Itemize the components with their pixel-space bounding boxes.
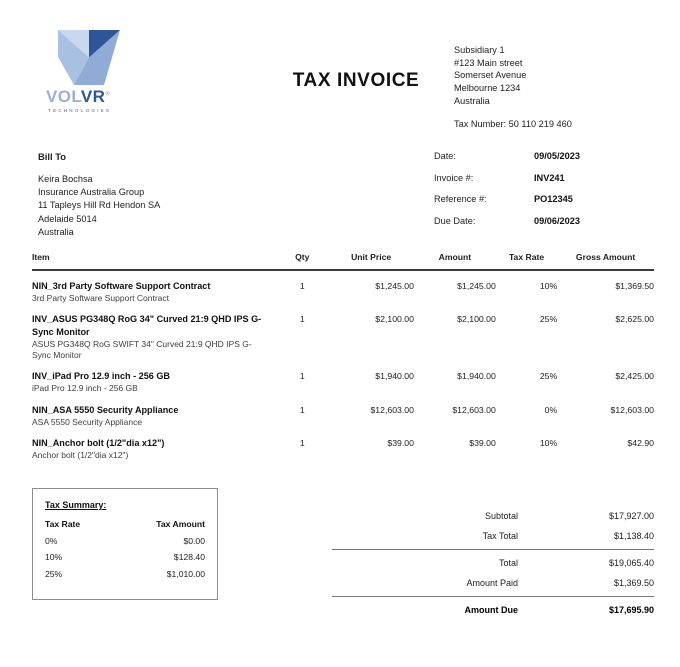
table-cell-qty: 1 — [299, 314, 305, 325]
tax-summary-header-row — [45, 520, 205, 529]
company-tax-number: Tax Number: 50 110 219 460 — [454, 119, 572, 130]
item-name: NIN_3rd Party Software Support Contract — [32, 281, 211, 291]
table-cell-amount: $39.00 — [469, 437, 496, 448]
table-cell-qty: 1 — [299, 371, 305, 382]
totals-row-total — [332, 553, 654, 573]
invoice-header — [36, 30, 654, 140]
table-cell-gross-amount: $1,369.50 — [615, 281, 654, 291]
item-description: ASA 5550 Security Appliance — [32, 416, 143, 427]
totals-row-amount-due — [332, 600, 654, 620]
tax-summary-amount: $128.40 — [173, 552, 205, 563]
table-header-row — [32, 252, 654, 269]
table-cell-gross-amount: $42.90 — [627, 437, 654, 448]
totals-value-amount-paid: $1,369.50 — [613, 578, 654, 588]
logo-wordmark — [46, 88, 156, 105]
company-logo — [46, 30, 156, 113]
totals-label-amount-due: Amount Due — [464, 605, 518, 615]
table-cell-gross-amount: $2,625.00 — [615, 314, 654, 325]
meta-row-date — [434, 152, 654, 161]
tax-summary-amount: $1,010.00 — [166, 568, 205, 579]
table-cell-qty: 1 — [299, 437, 305, 448]
totals-label-amount-paid: Amount Paid — [466, 578, 518, 588]
table-cell-item — [32, 280, 276, 304]
totals-block — [332, 506, 654, 620]
table-cell-qty: 1 — [299, 404, 305, 415]
tax-summary-row — [45, 570, 205, 579]
table-cell-gross-amount: $2,425.00 — [615, 371, 654, 382]
item-name: NIN_ASA 5550 Security Appliance — [32, 404, 179, 415]
totals-value-tax-total: $1,138.40 — [613, 531, 654, 541]
meta-row-reference-number — [434, 195, 654, 204]
tax-summary-header-amount: Tax Amount — [156, 519, 205, 529]
logo-wordmark-part1: VOL — [46, 87, 81, 106]
company-address-line4: Melbourne 1234 — [454, 83, 521, 94]
bill-to-block — [38, 150, 288, 239]
table-cell-tax-rate: 10% — [539, 281, 558, 291]
bill-to-label: Bill To — [38, 151, 66, 162]
bill-to-name: Keira Bochsa — [38, 174, 93, 185]
tax-summary-row — [45, 553, 205, 562]
invoice-meta-block — [434, 152, 654, 239]
item-name: INV_iPad Pro 12.9 inch - 256 GB — [32, 371, 170, 382]
table-cell-unit-price: $12,603.00 — [370, 404, 414, 415]
meta-value-reference-number: PO12345 — [534, 194, 573, 205]
totals-label-tax-total: Tax Total — [482, 531, 518, 541]
column-header-tax-rate: Tax Rate — [508, 252, 545, 262]
item-description: ASUS PG348Q RoG SWIFT 34" Curved 21:9 QHD IPS G-Sync Monitor — [32, 338, 252, 360]
meta-value-invoice-number: INV241 — [534, 172, 565, 183]
bill-to-city: Adelaide 5014 — [38, 213, 97, 224]
table-cell-unit-price: $1,940.00 — [375, 371, 414, 382]
totals-divider-lower — [332, 596, 654, 597]
table-row — [32, 370, 654, 394]
item-description: Anchor bolt (1/2"dia x12") — [32, 450, 129, 461]
table-cell-amount: $1,245.00 — [457, 281, 496, 291]
tax-summary-title: Tax Summary: — [45, 500, 107, 510]
table-cell-unit-price: $39.00 — [387, 437, 414, 448]
item-description: iPad Pro 12.9 inch - 256 GB — [32, 383, 138, 394]
company-address-line3: Somerset Avenue — [454, 70, 527, 81]
totals-row-amount-paid — [332, 573, 654, 593]
item-name: NIN_Anchor bolt (1/2"dia x12") — [32, 437, 165, 448]
meta-value-due-date: 09/06/2023 — [534, 216, 580, 227]
meta-label-invoice-number: Invoice #: — [434, 172, 474, 183]
table-header-divider — [32, 269, 654, 271]
tax-summary-amount: $0.00 — [183, 535, 205, 546]
registered-trademark-icon: ® — [105, 91, 111, 98]
table-cell-unit-price: $2,100.00 — [375, 314, 414, 325]
company-address-line1: Subsidiary 1 — [454, 45, 505, 55]
bill-to-company: Insurance Australia Group — [38, 187, 145, 198]
column-header-item: Item — [32, 252, 50, 262]
tax-summary-header-rate: Tax Rate — [45, 519, 81, 529]
table-body — [32, 273, 654, 461]
table-cell-amount: $1,940.00 — [457, 371, 496, 382]
meta-label-due-date: Due Date: — [434, 216, 476, 227]
totals-divider-upper — [332, 549, 654, 550]
logo-wordmark-part2: VR — [80, 87, 106, 106]
item-name: INV_ASUS PG348Q RoG 34" Curved 21:9 QHD IPS G-Sync Monitor — [32, 314, 262, 337]
table-row — [32, 313, 654, 361]
bill-to-country: Australia — [38, 226, 74, 237]
tax-summary-rate: 25% — [45, 568, 63, 579]
tax-summary-row — [45, 537, 205, 546]
totals-value-subtotal: $17,927.00 — [608, 511, 654, 521]
tax-summary-box — [32, 488, 218, 600]
page-title: TAX INVOICE — [292, 70, 420, 91]
table-cell-item — [32, 404, 276, 428]
bill-to-street: 11 Tapleys Hill Rd Hendon SA — [38, 200, 161, 211]
meta-value-date: 09/05/2023 — [534, 151, 580, 161]
table-row — [32, 404, 654, 428]
table-cell-tax-rate: 25% — [539, 314, 558, 325]
table-cell-tax-rate: 25% — [539, 371, 558, 382]
totals-row-tax-total — [332, 526, 654, 546]
totals-value-amount-due: $17,695.90 — [608, 605, 654, 615]
totals-value-total: $19,065.40 — [608, 558, 654, 568]
item-description: 3rd Party Software Support Contract — [32, 293, 170, 304]
column-header-qty: Qty — [295, 252, 310, 262]
line-items-table — [32, 252, 654, 470]
table-cell-item — [32, 437, 276, 461]
column-header-gross-amount: Gross Amount — [575, 252, 636, 262]
table-cell-gross-amount: $12,603.00 — [610, 404, 654, 415]
table-row — [32, 280, 654, 304]
volvr-chevron-icon — [58, 30, 120, 85]
totals-row-subtotal — [332, 506, 654, 526]
tax-summary-rate: 0% — [45, 535, 58, 546]
company-address-line2: #123 Main street — [454, 57, 523, 68]
table-cell-amount: $2,100.00 — [457, 314, 496, 325]
company-address-line5: Australia — [454, 95, 490, 106]
column-header-amount: Amount — [438, 252, 472, 262]
table-cell-tax-rate: 10% — [539, 437, 558, 448]
totals-label-subtotal: Subtotal — [484, 511, 518, 521]
totals-label-total: Total — [498, 558, 518, 568]
table-cell-item — [32, 370, 276, 394]
meta-label-date: Date: — [434, 151, 456, 161]
logo-tagline: TECHNOLOGIES — [48, 108, 112, 113]
column-header-unit-price: Unit Price — [351, 252, 392, 262]
table-row — [32, 437, 654, 461]
table-cell-item — [32, 313, 276, 361]
tax-summary-rate: 10% — [45, 552, 63, 563]
meta-row-invoice-number — [434, 174, 654, 183]
company-address — [454, 44, 654, 131]
table-cell-qty: 1 — [299, 281, 305, 291]
table-cell-tax-rate: 0% — [544, 404, 558, 415]
meta-label-reference-number: Reference #: — [434, 194, 487, 205]
table-cell-amount: $12,603.00 — [452, 404, 496, 415]
meta-row-due-date — [434, 217, 654, 226]
table-cell-unit-price: $1,245.00 — [375, 281, 414, 291]
